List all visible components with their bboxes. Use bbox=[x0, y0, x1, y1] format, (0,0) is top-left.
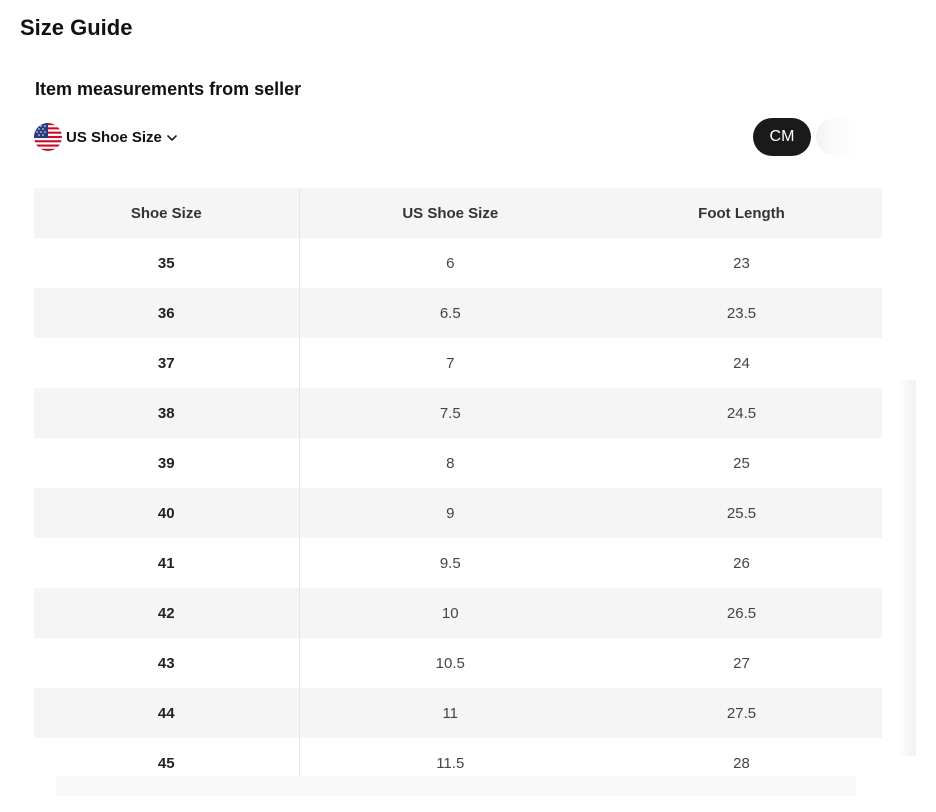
table-row bbox=[34, 238, 882, 288]
table-header-row bbox=[34, 188, 882, 238]
cell-us-shoe-size: 9.5 bbox=[439, 554, 461, 572]
table-row bbox=[34, 288, 882, 338]
bottom-fade bbox=[56, 776, 856, 796]
table-row bbox=[34, 688, 882, 738]
cell-foot-length: 26 bbox=[733, 554, 750, 572]
size-table bbox=[34, 188, 882, 776]
cell-shoe-size: 43 bbox=[34, 638, 299, 688]
cell-shoe-size: 35 bbox=[34, 238, 299, 288]
table-row bbox=[34, 538, 882, 588]
size-table-container bbox=[34, 188, 882, 776]
cell-us-shoe-size: 11.5 bbox=[436, 754, 465, 772]
cell-shoe-size: 38 bbox=[34, 388, 299, 438]
chevron-down-icon bbox=[166, 131, 178, 143]
cell-us-shoe-size: 11 bbox=[299, 688, 601, 738]
table-row bbox=[34, 388, 882, 438]
cell-shoe-size: 39 bbox=[34, 438, 299, 488]
cell-foot-length: 26.5 bbox=[601, 588, 882, 638]
cell-foot-length: 25.5 bbox=[601, 488, 882, 538]
table-row bbox=[34, 588, 882, 638]
table-row bbox=[34, 638, 882, 688]
column-header-foot-length: Foot Length bbox=[601, 188, 882, 238]
column-header-shoe-size: Shoe Size bbox=[34, 188, 299, 238]
cell-us-shoe-size: 6 bbox=[446, 254, 455, 272]
cell-shoe-size: 41 bbox=[34, 538, 299, 588]
cell-shoe-size: 36 bbox=[34, 288, 299, 338]
unit-toggle-inches-button[interactable] bbox=[816, 118, 856, 156]
cell-us-shoe-size: 10.5 bbox=[435, 654, 465, 672]
section-title: Item measurements from seller bbox=[35, 79, 302, 99]
cell-foot-length: 23.5 bbox=[601, 288, 882, 338]
page-title: Size Guide bbox=[20, 15, 133, 40]
cell-foot-length: 25 bbox=[733, 454, 750, 472]
cell-foot-length: 27.5 bbox=[601, 688, 882, 738]
table-row bbox=[34, 488, 882, 538]
cell-foot-length: 24 bbox=[733, 354, 750, 372]
table-row bbox=[34, 438, 882, 488]
cell-shoe-size: 44 bbox=[34, 688, 299, 738]
cell-us-shoe-size: 8 bbox=[446, 454, 455, 472]
cell-shoe-size: 40 bbox=[34, 488, 299, 538]
cell-us-shoe-size: 9 bbox=[299, 488, 601, 538]
us-flag-icon bbox=[34, 123, 62, 151]
table-row bbox=[34, 738, 882, 776]
table-row bbox=[34, 338, 882, 388]
column-header-us-shoe-size: US Shoe Size bbox=[299, 188, 601, 238]
cell-us-shoe-size: 6.5 bbox=[299, 288, 601, 338]
cell-foot-length: 24.5 bbox=[601, 388, 882, 438]
cell-shoe-size: 37 bbox=[34, 338, 299, 388]
cell-foot-length: 23 bbox=[733, 254, 750, 272]
cell-shoe-size: 45 bbox=[34, 738, 299, 776]
size-system-label: US Shoe Size bbox=[66, 128, 162, 146]
size-system-dropdown[interactable] bbox=[34, 123, 178, 151]
right-edge-shadow bbox=[898, 380, 916, 756]
cell-us-shoe-size: 7.5 bbox=[299, 388, 601, 438]
cell-us-shoe-size: 10 bbox=[299, 588, 601, 638]
unit-toggle-cm-button[interactable]: CM bbox=[753, 118, 811, 156]
cell-us-shoe-size: 7 bbox=[446, 354, 455, 372]
cell-foot-length: 27 bbox=[733, 654, 750, 672]
cell-foot-length: 28 bbox=[733, 754, 750, 772]
cell-shoe-size: 42 bbox=[34, 588, 299, 638]
